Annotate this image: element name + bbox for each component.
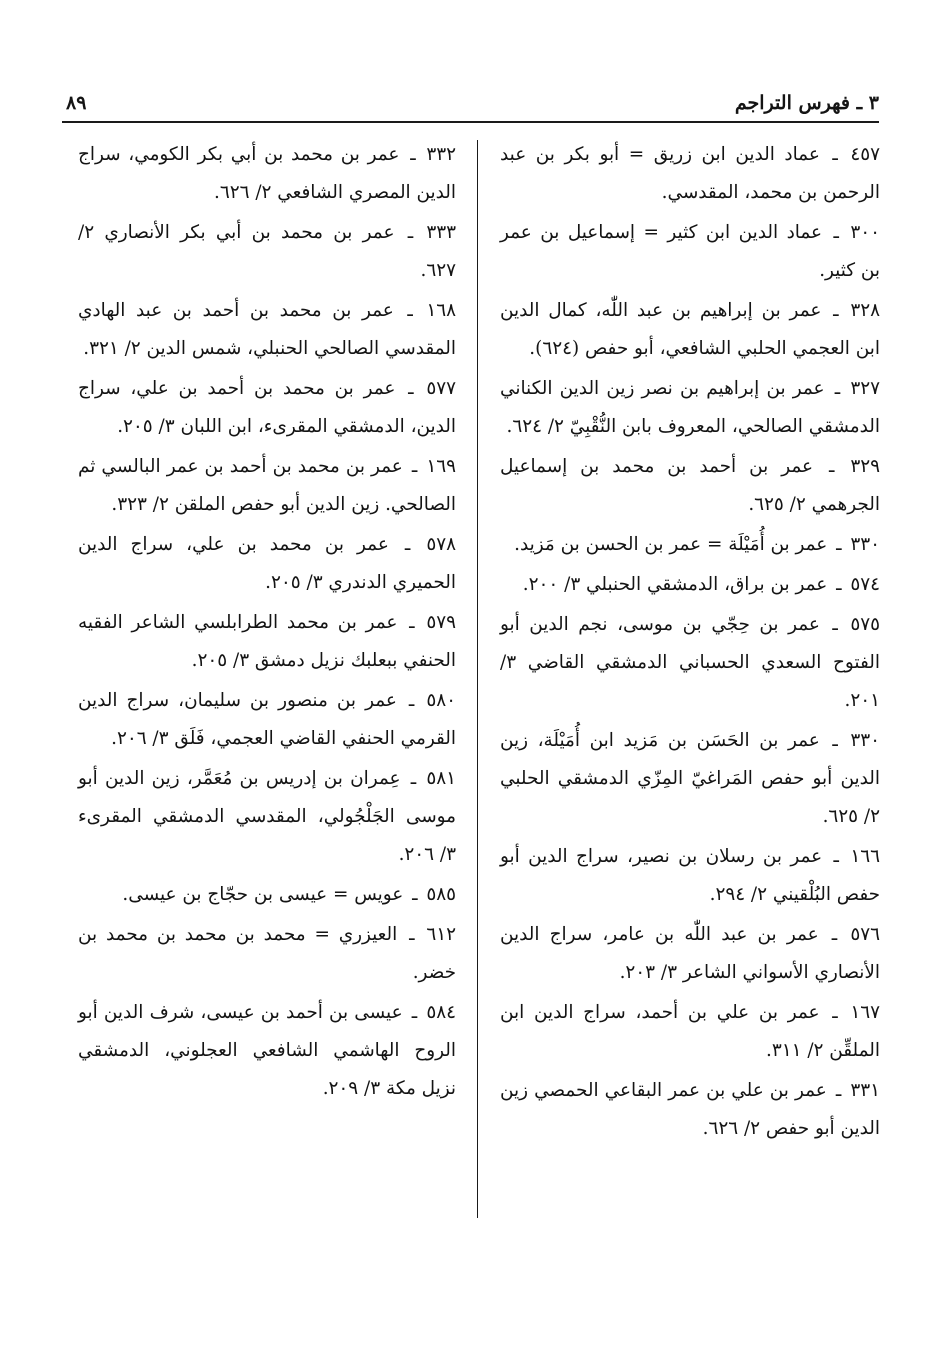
index-entry: [500, 1072, 880, 1148]
entry-dash: ـ: [836, 574, 842, 595]
entry-dash: ـ: [828, 456, 835, 477]
entry-text: عمر بن إبراهيم بن عبد اللّٰه، كمال الدين ابن العجمي الحلبي الشافعي، أبو حفص (٦٢٤).: [500, 300, 880, 359]
entry-number: ٥٧٧: [426, 378, 456, 399]
right-column: [500, 136, 880, 1150]
entry-text: عمر بن براق، الدمشقي الحنبلي ٣/ ٢٠٠.: [522, 574, 828, 595]
index-entry: [78, 760, 456, 874]
index-entry: [78, 370, 456, 446]
entry-text: عمر بن أحمد بن محمد بن إسماعيل الجرهمي ٢/ ٦٢٥.: [500, 456, 880, 515]
entry-text: عمر بن محمد الطرابلسي الشاعر الفقيه الحنفي ببعلبك نزيل دمشق ٣/ ٢٠٥.: [78, 612, 456, 671]
entry-text: عمر بن محمد بن أبي بكر الأنصاري ٢/ ٦٢٧.: [78, 222, 456, 281]
entry-dash: ـ: [410, 768, 417, 789]
entry-dash: ـ: [407, 222, 414, 243]
entry-text: عمر بن الحَسَن بن مَزيد ابن أُمَيْلَة، زين الدين أبو حفص المَراغيّ المِزّي الدمشقي الحلبي ٢/ ٦٢٥.: [500, 730, 880, 827]
page-header: [66, 78, 879, 114]
entry-dash: ـ: [408, 690, 415, 711]
entry-dash: ـ: [833, 300, 839, 321]
entry-dash: ـ: [407, 300, 413, 321]
entry-number: ٥٧٤: [850, 574, 880, 595]
entry-text: عمر بن محمد بن أحمد بن عبد الهادي المقدسي الصالحي الحنبلي، شمس الدين ٢/ ٣٢١.: [78, 300, 456, 359]
entry-dash: ـ: [409, 924, 415, 945]
column-divider: [477, 140, 478, 1218]
entry-text: عمر بن عبد اللّٰه بن عامر، سراج الدين الأنصاري الأسواني الشاعر ٣/ ٢٠٣.: [500, 924, 880, 983]
index-entry: [78, 604, 456, 680]
entry-number: ٣٢٩: [850, 456, 880, 477]
entry-number: ٥٨٥: [426, 884, 456, 905]
entry-number: ١٦٩: [426, 456, 456, 477]
entry-text: عمر بن منصور بن سليمان، سراج الدين القرمي الحنفي القاضي العجمي، فَلَق ٣/ ٢٠٦.: [78, 690, 456, 749]
index-entry: [500, 214, 880, 290]
entry-dash: ـ: [833, 846, 839, 867]
entry-dash: ـ: [411, 456, 418, 477]
entry-number: ٣٣٣: [426, 222, 456, 243]
index-entry: [78, 448, 456, 524]
index-entry: [78, 994, 456, 1108]
entry-number: ٥٧٩: [426, 612, 456, 633]
entry-text: عمر بن علي بن أحمد، سراج الدين ابن الملقِّن ٢/ ٣١١.: [500, 1002, 880, 1061]
entry-number: ٥٧٨: [426, 534, 456, 555]
entry-text: عماد الدين ابن كثير = إسماعيل بن عمر بن كثير.: [500, 222, 880, 281]
entry-number: ٣٣٠: [850, 730, 880, 751]
index-entry: [500, 448, 880, 524]
entry-text: عمر بن أُمَيْلَة = عمر بن الحسن بن مَزيد.: [514, 534, 828, 555]
entry-number: ١٦٦: [850, 846, 880, 867]
entry-text: عمر بن رسلان بن نصير، سراج الدين أبو حفص البُلْقيني ٢/ ٢٩٤.: [500, 846, 880, 905]
entry-dash: ـ: [832, 730, 838, 751]
section-title: ٣ ـ فهرس التراجم: [734, 92, 879, 114]
entry-number: ٥٧٥: [850, 614, 880, 635]
entry-text: عمر بن محمد بن أحمد بن عمر البالسي ثم الصالحي. زين الدين أبو حفص الملقن ٢/ ٣٢٣.: [78, 456, 456, 515]
entry-text: عِمران بن إدريس بن مُعَمَّر، زين الدين أبو موسى الجَلْجُولي، المقدسي الدمشقي المقرىء ٣/ ٢٠٦.: [78, 768, 456, 865]
index-entry: [500, 526, 880, 564]
index-entry: [78, 292, 456, 368]
entry-number: ٤٥٧: [850, 144, 880, 165]
entry-dash: ـ: [408, 378, 414, 399]
entry-number: ٥٨٠: [426, 690, 456, 711]
index-entry: [500, 606, 880, 720]
index-entry: [500, 916, 880, 992]
entry-text: عمر بن علي بن عمر البقاعي الحمصي زين الدين أبو حفص ٢/ ٦٢٦.: [500, 1080, 880, 1139]
index-entry: [78, 682, 456, 758]
entry-number: ٣٠٠: [850, 222, 880, 243]
index-entry: [78, 876, 456, 914]
entry-number: ٥٧٦: [850, 924, 880, 945]
index-entry: [500, 370, 880, 446]
entry-dash: ـ: [831, 924, 838, 945]
entry-number: ٣٢٧: [850, 378, 880, 399]
entry-text: عمر بن محمد بن أحمد بن علي، سراج الدين، الدمشقي المقرىء، ابن اللبان ٣/ ٢٠٥.: [78, 378, 456, 437]
header-rule: [62, 121, 879, 123]
index-entry: [500, 566, 880, 604]
index-entry: [500, 136, 880, 212]
index-entry: [500, 292, 880, 368]
index-entry: [500, 994, 880, 1070]
entry-text: العيزري = محمد بن محمد بن محمد بن خضر.: [78, 924, 456, 983]
entry-dash: ـ: [835, 1080, 842, 1101]
entry-number: ٦١٢: [426, 924, 457, 945]
entry-number: ٥٨١: [426, 768, 456, 789]
index-entry: [78, 214, 456, 290]
entry-dash: ـ: [836, 534, 842, 555]
entry-number: ٣٣٢: [426, 144, 456, 165]
entry-dash: ـ: [834, 378, 841, 399]
entry-dash: ـ: [832, 614, 838, 635]
entry-dash: ـ: [833, 222, 839, 243]
entry-dash: ـ: [832, 1002, 838, 1023]
index-entry: [500, 838, 880, 914]
index-entry: [78, 526, 456, 602]
entry-number: ٣٢٨: [850, 300, 880, 321]
entry-number: ١٦٧: [850, 1002, 881, 1023]
entry-dash: ـ: [404, 534, 411, 555]
entry-dash: ـ: [409, 612, 415, 633]
entry-text: عويس = عيسى بن حجّاج بن عيسى.: [122, 884, 404, 905]
entry-text: عماد الدين ابن زريق = أبو بكر بن عبد الرحمن بن محمد، المقدسي.: [500, 144, 880, 203]
entry-text: عمر بن محمد بن علي، سراج الدين الحميري الدندري ٣/ ٢٠٥.: [78, 534, 456, 593]
entry-text: عمر بن حِجّي بن موسى، نجم الدين أبو الفتوح السعدي الحسباني الدمشقي القاضي ٣/ ٢٠١.: [500, 614, 880, 711]
page-number: ٨٩: [66, 92, 87, 114]
entry-dash: ـ: [411, 1002, 418, 1023]
entry-dash: ـ: [412, 884, 418, 905]
entry-number: ٥٨٤: [426, 1002, 456, 1023]
index-entry: [78, 136, 456, 212]
entry-text: عيسى بن أحمد بن عيسى، شرف الدين أبو الروح الهاشمي الشافعي العجلوني، الدمشقي نزيل مكة ٣/ ٢٠٩.: [78, 1002, 456, 1099]
index-entry: [500, 722, 880, 836]
entry-dash: ـ: [410, 144, 416, 165]
entry-number: ٣٣١: [850, 1080, 881, 1101]
entry-number: ٣٣٠: [850, 534, 880, 555]
index-entry: [78, 916, 456, 992]
entry-number: ١٦٨: [426, 300, 456, 321]
entry-text: عمر بن إبراهيم بن نصر زين الدين الكناني الدمشقي الصالحي، المعروف بابن النُّقْبِيّ ٢/ ٦٢٤.: [500, 378, 880, 437]
entry-text: عمر بن محمد بن أبي بكر الكومي، سراج الدين المصري الشافعي ٢/ ٦٢٦.: [78, 144, 456, 203]
left-column: [78, 136, 456, 1110]
entry-dash: ـ: [832, 144, 838, 165]
